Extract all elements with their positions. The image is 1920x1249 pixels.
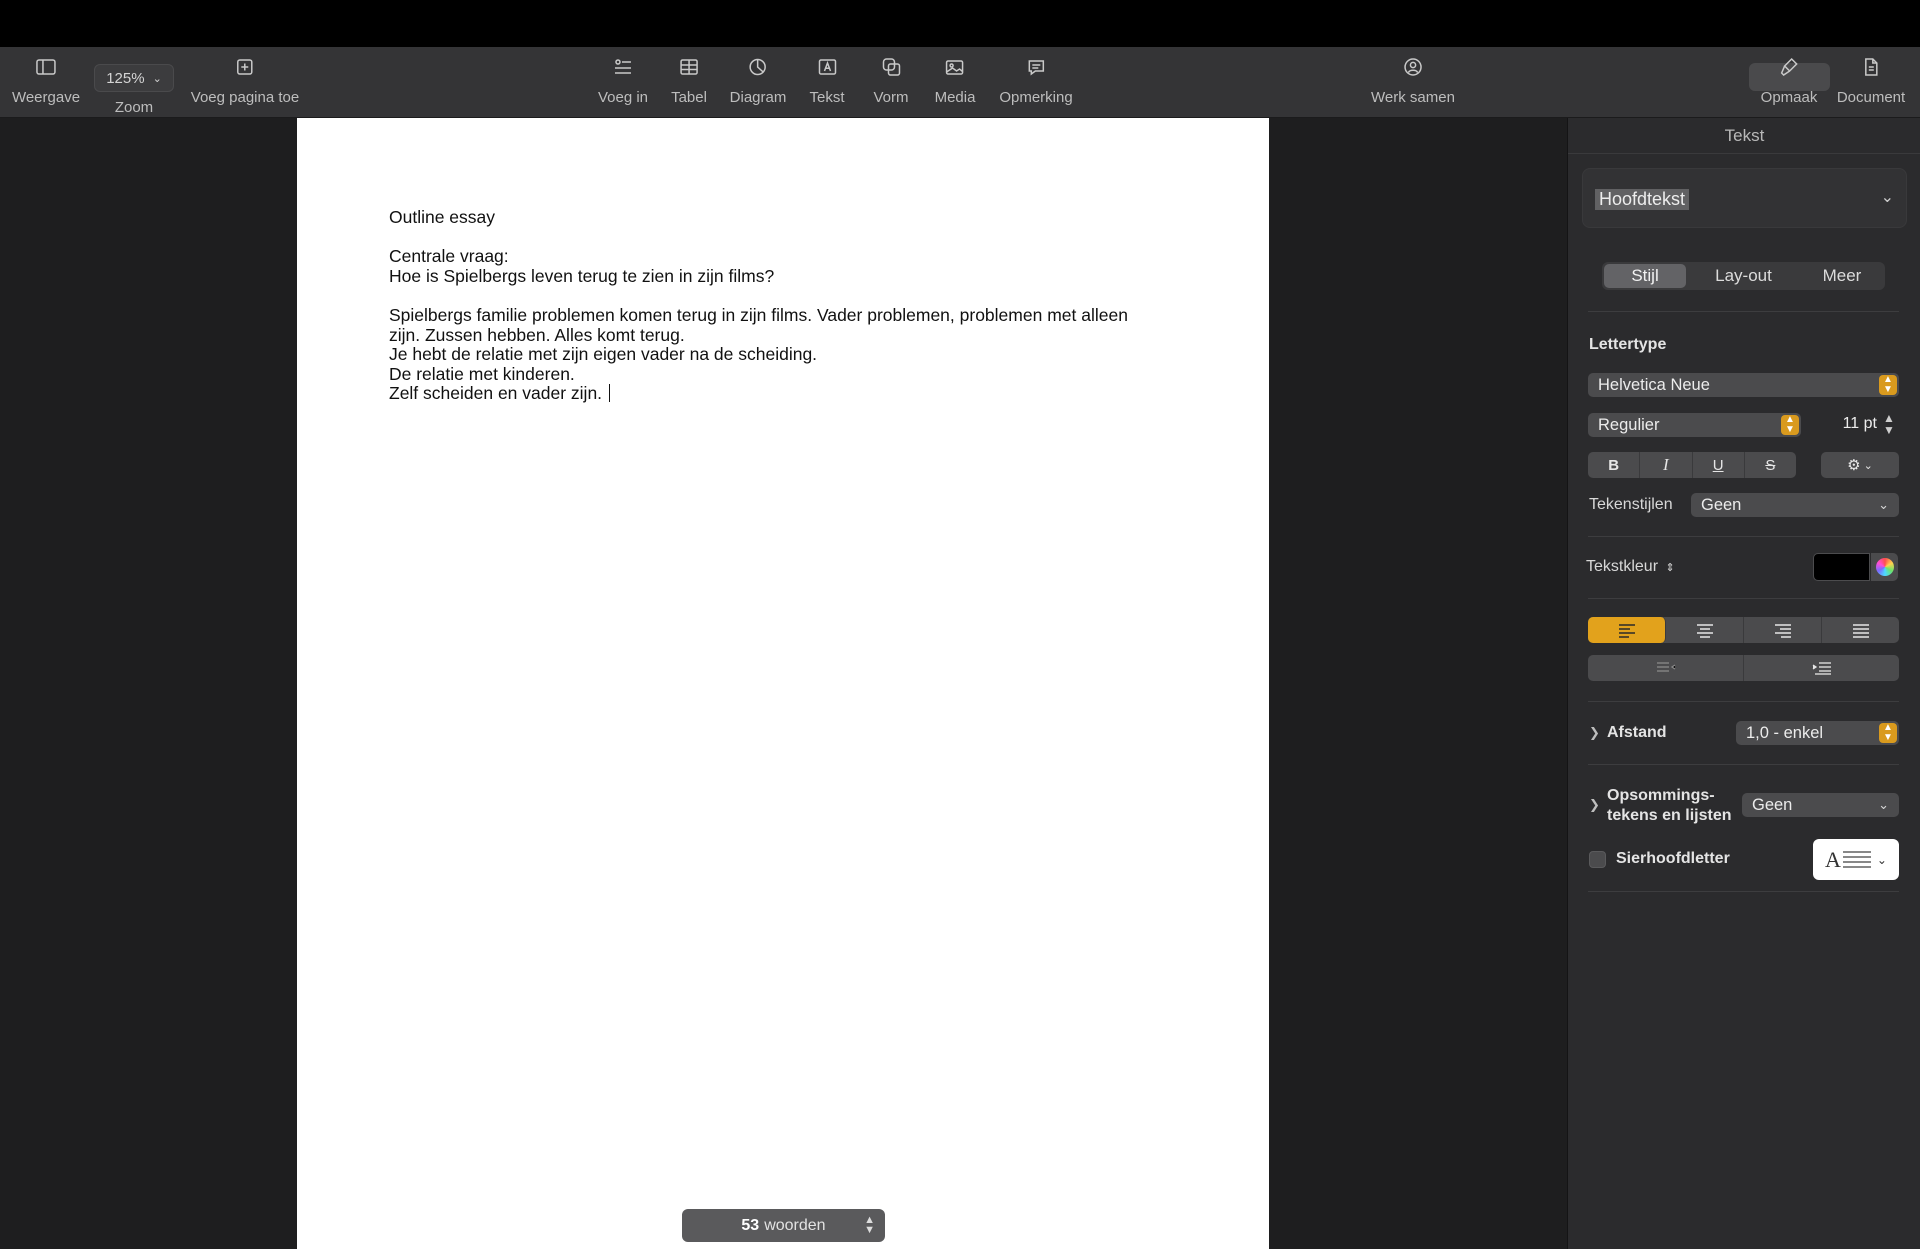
up-down-chevron-icon: ⇕	[1665, 562, 1675, 574]
media-label: Media	[934, 89, 976, 106]
align-right-button[interactable]	[1744, 617, 1822, 643]
document-line-last	[389, 384, 1189, 404]
bullets-disclosure-icon[interactable]: ❯	[1589, 797, 1600, 812]
dropcap-style-select[interactable]	[1813, 839, 1899, 880]
spacing-value: 1,0 - enkel	[1746, 724, 1824, 742]
chevron-down-icon: ⌄	[1880, 189, 1894, 206]
divider	[1588, 536, 1899, 537]
text-color-well[interactable]	[1813, 553, 1870, 581]
collaborate-button[interactable]	[1371, 47, 1455, 118]
insert-label: Voeg in	[597, 89, 649, 106]
text-style-buttons	[1588, 452, 1796, 478]
chevron-down-icon: ⌄	[152, 72, 162, 85]
document-line	[389, 286, 1189, 306]
text-box-icon	[816, 47, 838, 87]
comment-button[interactable]	[999, 47, 1072, 118]
chevron-down-icon: ⌄	[1878, 497, 1889, 512]
decrease-indent-button[interactable]	[1588, 655, 1744, 681]
align-center-button[interactable]	[1666, 617, 1744, 643]
strikethrough-button[interactable]: S	[1765, 456, 1776, 474]
divider	[1588, 701, 1899, 702]
add-page-button[interactable]	[191, 47, 299, 118]
font-family-select[interactable]	[1588, 373, 1899, 397]
document-icon	[1860, 47, 1882, 87]
italic-button[interactable]: I	[1640, 452, 1692, 478]
spacing-disclosure-icon[interactable]: ❯	[1589, 725, 1600, 740]
text-color-label-text: Tekstkleur	[1586, 558, 1659, 575]
media-button[interactable]	[935, 47, 976, 118]
sidebar-icon	[35, 47, 57, 87]
divider	[1588, 891, 1899, 892]
tab-style[interactable]: Stijl	[1604, 264, 1686, 288]
paragraph-style-select[interactable]	[1582, 168, 1907, 228]
document-line: Outline essay	[389, 207, 496, 227]
divider	[1588, 764, 1899, 765]
zoom-value: 125%	[106, 69, 145, 87]
insert-list-icon	[612, 47, 634, 87]
document-line: Spielbergs familie problemen komen terug in zijn films. Vader problemen, problemen met alleen	[389, 304, 1128, 325]
chevron-down-icon: ⌄	[1878, 797, 1889, 812]
document-button[interactable]	[1837, 47, 1905, 118]
font-size-field[interactable]: 11 pt	[1842, 415, 1877, 432]
comment-icon	[1025, 47, 1047, 87]
document-line: zijn. Zussen hebben. Alles komt terug.	[389, 324, 685, 345]
bullets-label-line2: tekens en lijsten	[1607, 807, 1732, 824]
outdent-icon	[1655, 661, 1677, 675]
up-down-stepper-icon: ▲ ▼	[1879, 375, 1897, 395]
table-label: Tabel	[671, 89, 707, 106]
font-section-label: Lettertype	[1589, 336, 1667, 353]
char-styles-select[interactable]	[1691, 493, 1899, 517]
document-body[interactable]	[389, 208, 1189, 404]
text-caret	[609, 384, 611, 402]
add-page-icon	[234, 47, 256, 87]
shape-icon	[880, 47, 902, 87]
word-count-value: 53	[741, 1216, 760, 1234]
divider	[1588, 311, 1899, 312]
format-button[interactable]	[1761, 47, 1818, 118]
char-styles-value: Geen	[1701, 496, 1742, 514]
toolbar	[0, 47, 1920, 118]
align-right-icon	[1773, 622, 1793, 638]
document-line: Centrale vraag:	[389, 246, 509, 267]
add-page-label: Voeg pagina toe	[190, 89, 300, 106]
justify-button[interactable]	[1822, 617, 1899, 643]
document-label: Document	[1836, 89, 1906, 106]
media-icon	[944, 47, 966, 87]
dropcap-glyph: A	[1825, 846, 1841, 872]
table-icon	[678, 47, 700, 87]
tab-layout[interactable]: Lay-out	[1715, 266, 1772, 285]
spacing-select[interactable]	[1736, 721, 1899, 745]
text-button[interactable]	[809, 47, 844, 118]
chart-icon	[747, 47, 769, 87]
inspector-title: Tekst	[1568, 118, 1920, 154]
divider	[1588, 598, 1899, 599]
text-options-menu[interactable]	[1821, 452, 1899, 478]
shape-label: Vorm	[873, 89, 909, 106]
underline-button[interactable]: U	[1693, 452, 1745, 478]
insert-button[interactable]	[598, 47, 648, 118]
indent-icon	[1811, 661, 1833, 675]
paintbrush-icon	[1778, 47, 1800, 87]
align-center-icon	[1695, 622, 1715, 638]
zoom-control[interactable]	[94, 47, 174, 118]
collaborate-label: Werk samen	[1371, 89, 1455, 106]
chart-label: Diagram	[729, 89, 787, 106]
font-family-value: Helvetica Neue	[1598, 376, 1710, 394]
font-weight-value: Regulier	[1598, 416, 1660, 434]
align-left-icon	[1617, 622, 1637, 638]
color-wheel-icon	[1876, 558, 1894, 576]
alignment-buttons	[1588, 617, 1899, 643]
text-label: Tekst	[809, 89, 845, 106]
gear-icon: ⚙ ⌄	[1847, 457, 1873, 474]
up-down-chevron-icon: ▲ ▼	[864, 1214, 875, 1236]
up-down-stepper-icon: ▲ ▼	[1781, 415, 1799, 435]
document-page[interactable]	[297, 118, 1269, 1249]
shape-button[interactable]	[873, 47, 908, 118]
bullets-label	[1607, 786, 1732, 826]
table-button[interactable]	[671, 47, 707, 118]
font-weight-select[interactable]	[1588, 413, 1801, 437]
format-label: Opmaak	[1760, 89, 1818, 106]
zoom-select[interactable]	[94, 64, 174, 92]
dropcap-checkbox[interactable]	[1589, 851, 1606, 868]
tab-more[interactable]: Meer	[1822, 266, 1862, 285]
comment-label: Opmerking	[999, 89, 1073, 106]
bullets-select[interactable]	[1742, 793, 1899, 817]
chevron-down-icon: ⌄	[1876, 852, 1887, 867]
document-line: Zelf scheiden en vader zijn.	[389, 383, 607, 404]
zoom-label: Zoom	[114, 99, 154, 116]
up-down-stepper-icon: ▲ ▼	[1879, 723, 1897, 743]
format-inspector	[1567, 118, 1920, 1249]
char-styles-label: Tekenstijlen	[1589, 496, 1673, 513]
bold-button[interactable]: B	[1588, 452, 1640, 478]
increase-indent-button[interactable]	[1744, 655, 1899, 681]
dropcap-label: Sierhoofdletter	[1616, 850, 1730, 867]
inspector-tabs	[1602, 262, 1885, 290]
bullets-label-line1: Opsommings-	[1607, 787, 1715, 804]
indent-buttons	[1588, 655, 1899, 681]
dropcap-lines-icon	[1843, 848, 1871, 871]
color-picker-button[interactable]	[1871, 553, 1898, 581]
document-line	[389, 228, 1189, 248]
bullets-value: Geen	[1752, 796, 1793, 814]
justify-icon	[1851, 622, 1871, 638]
text-color-label[interactable]	[1586, 558, 1675, 576]
align-left-button[interactable]	[1588, 617, 1666, 643]
document-line: Hoe is Spielbergs leven terug te zien in zijn films?	[389, 265, 775, 286]
document-line: De relatie met kinderen.	[389, 363, 575, 384]
menu-bar-strip	[0, 0, 1920, 47]
word-count-button[interactable]	[682, 1209, 885, 1242]
chart-button[interactable]	[730, 47, 787, 118]
document-line: Je hebt de relatie met zijn eigen vader na de scheiding.	[389, 344, 818, 365]
document-canvas[interactable]	[0, 118, 1567, 1249]
spacing-label: Afstand	[1607, 724, 1667, 741]
view-button[interactable]	[12, 47, 80, 118]
collaborate-icon	[1402, 47, 1424, 87]
view-label: Weergave	[11, 89, 81, 106]
font-size-stepper[interactable]: ▲ ▼	[1883, 411, 1895, 437]
word-count-unit: woorden	[764, 1216, 826, 1234]
paragraph-style-value: Hoofdtekst	[1595, 189, 1689, 210]
